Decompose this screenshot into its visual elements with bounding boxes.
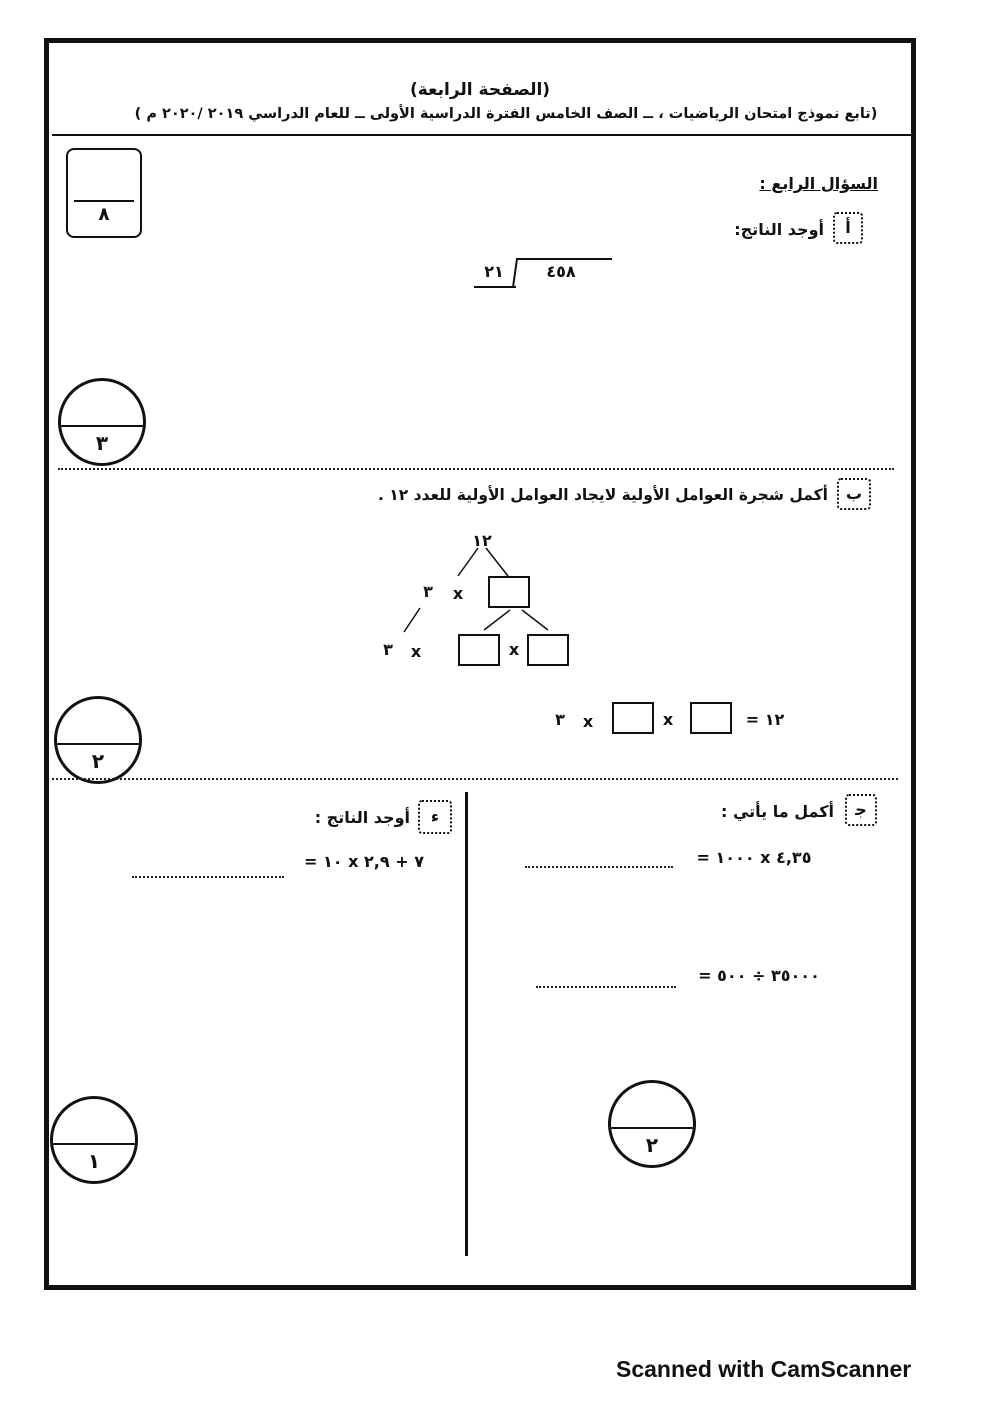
tree-answer-box-right[interactable] bbox=[527, 634, 569, 666]
equation-last-factor: ٣ bbox=[555, 710, 565, 729]
part-b-score-circle bbox=[54, 696, 142, 784]
long-division bbox=[470, 252, 620, 292]
equation-times-2: x bbox=[662, 710, 674, 729]
tree-factor-3: ٣ bbox=[423, 582, 433, 601]
total-score-box bbox=[66, 148, 142, 238]
tree-answer-box-upper[interactable] bbox=[488, 576, 530, 608]
part-d-score: ١ bbox=[87, 1149, 101, 1173]
header-divider bbox=[52, 134, 912, 136]
tree-times-3: x bbox=[508, 640, 520, 659]
section-divider-2 bbox=[52, 778, 898, 780]
divisor: ٢١ bbox=[484, 262, 504, 281]
divisor-underline bbox=[474, 286, 516, 288]
tree-times-1: x bbox=[452, 584, 464, 603]
part-d-instruction: أوجد الناتج : bbox=[314, 808, 410, 827]
part-a-score-circle bbox=[58, 378, 146, 466]
part-c-answer-line-2[interactable] bbox=[536, 986, 676, 988]
scanner-watermark: Scanned with CamScanner bbox=[616, 1356, 912, 1382]
part-d-label: ء bbox=[418, 800, 452, 834]
tree-leaf-3: ٣ bbox=[383, 640, 393, 659]
part-a-label: أ bbox=[833, 212, 863, 244]
equation-times-1: x bbox=[582, 712, 594, 731]
part-c-label: ﺟ bbox=[845, 794, 877, 826]
circle-divider bbox=[611, 1127, 693, 1129]
total-score: ٨ bbox=[98, 204, 110, 225]
part-c-line2: ٣٥٠٠٠ ÷ ٥٠٠ = bbox=[698, 966, 820, 985]
part-d-answer-line[interactable] bbox=[132, 876, 284, 878]
section-divider-1 bbox=[58, 468, 894, 470]
equation-answer-box-2[interactable] bbox=[690, 702, 732, 734]
question-title: السؤال الرابع : bbox=[759, 174, 878, 193]
tree-root: ١٢ bbox=[472, 531, 492, 550]
part-c-answer-line-1[interactable] bbox=[525, 866, 673, 868]
part-d-score-circle bbox=[50, 1096, 138, 1184]
part-b-score: ٢ bbox=[91, 749, 105, 773]
circle-divider bbox=[57, 743, 139, 745]
part-c-score-circle bbox=[608, 1080, 696, 1168]
exam-subtitle: (تابع نموذج امتحان الرياضيات ، ــ الصف الخامس الفترة الدراسية الأولى ــ للعام الدراسي ٢٠١٩ /٢٠٢٠ م ) bbox=[134, 106, 878, 122]
part-b-label: ب bbox=[837, 478, 871, 510]
equation-answer-box-1[interactable] bbox=[612, 702, 654, 734]
circle-divider bbox=[61, 425, 143, 427]
division-bracket-top bbox=[516, 258, 612, 260]
page-title: (الصفحة الرابعة) bbox=[409, 80, 551, 100]
part-c-instruction: أكمل ما يأتي : bbox=[720, 802, 834, 821]
tree-times-2: x bbox=[410, 642, 422, 661]
dividend: ٤٥٨ bbox=[546, 262, 576, 281]
circle-divider bbox=[53, 1143, 135, 1145]
tree-answer-box-left[interactable] bbox=[458, 634, 500, 666]
equation-left-side: ١٢ = bbox=[745, 710, 785, 729]
column-divider bbox=[465, 792, 468, 1256]
part-d-line1: ٧ + ٢,٩ x ١٠ = bbox=[304, 852, 424, 871]
division-bracket-vertical bbox=[512, 258, 518, 288]
score-line bbox=[74, 200, 134, 202]
part-b-instruction: أكمل شجرة العوامل الأولية لايجاد العوامل الأولية للعدد ١٢ . bbox=[377, 486, 828, 504]
part-a-instruction: أوجد الناتج: bbox=[734, 220, 824, 239]
part-a-score: ٣ bbox=[95, 431, 109, 455]
part-c-score: ٢ bbox=[645, 1133, 659, 1157]
part-c-line1: ٤,٣٥ x ١٠٠٠ = bbox=[696, 848, 812, 867]
